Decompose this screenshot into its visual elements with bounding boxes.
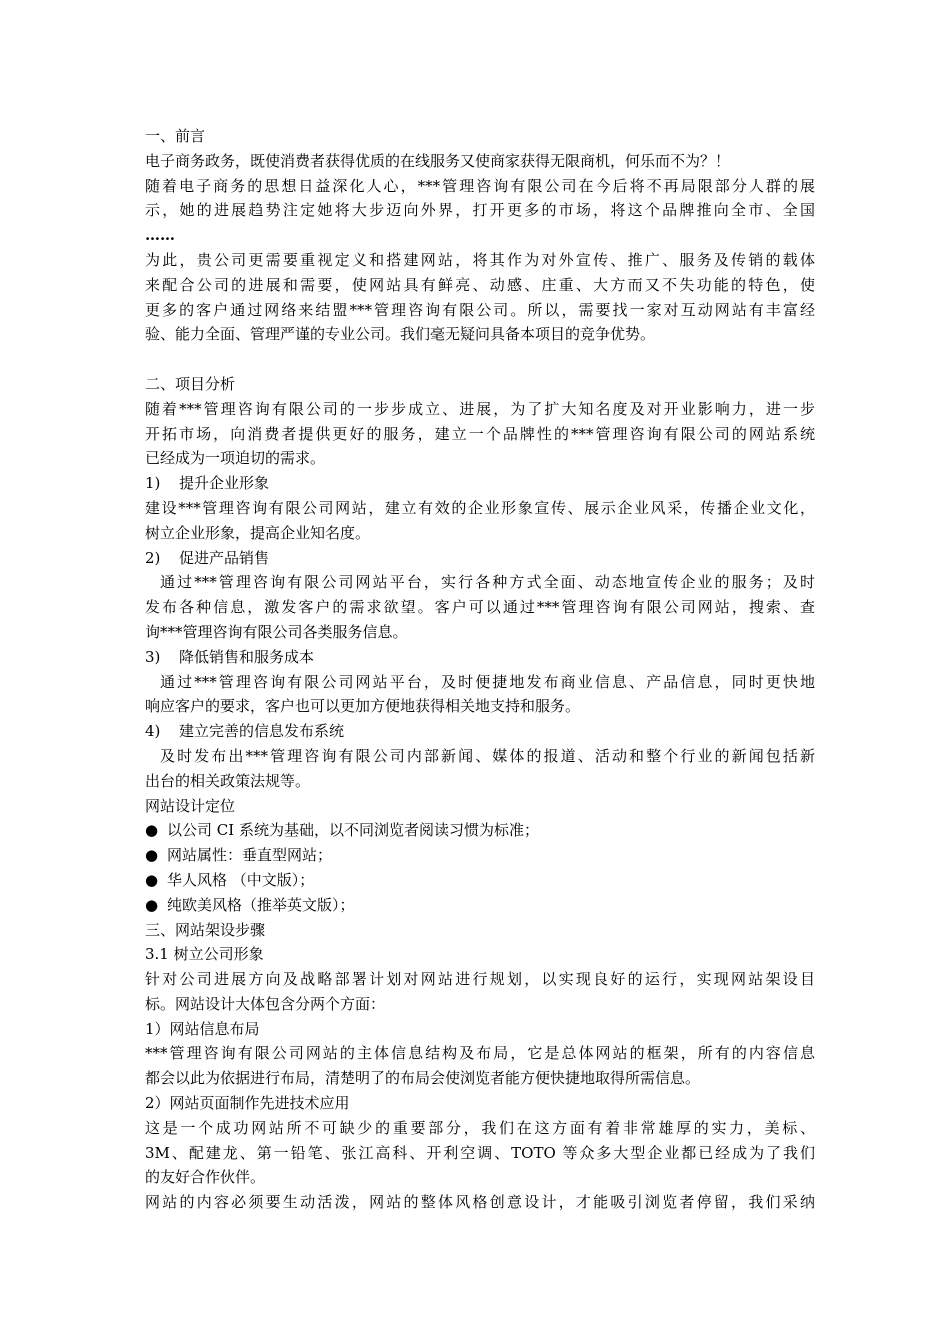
point-heading: 2）网站页面制作先进技术应用 [145,1094,350,1113]
bullet-item [145,893,815,918]
paragraph-line: 响应客户的要求，客户也可以更加方便地获得相关地支持和服务。 [145,697,581,716]
paragraph-line: 的友好合作伙伴。 [145,1168,266,1187]
section-heading-analysis: 二、项目分析 [145,374,236,393]
paragraph-line: 标。网站设计大体包含分两个方面： [145,994,386,1013]
paragraph-line: 及时发布出***管理咨询有限公司内部新闻、媒体的报道、活动和整个行业的新闻包括新 [160,746,815,765]
paragraph-line: 询***管理咨询有限公司各类服务信息。 [145,622,408,641]
numbered-item-heading [145,719,815,744]
paragraph-line: ***管理咨询有限公司网站的主体信息结构及布局，它是总体网站的框架，所有的内容信息 [145,1044,815,1063]
numbered-item-heading [145,645,815,670]
item-number: 2) [145,548,161,567]
bullet-icon: ● [145,846,159,865]
paragraph-line: 树立企业形象，提高企业知名度。 [145,523,371,542]
bullet-item [145,868,815,893]
item-number: 1) [145,474,161,493]
paragraph-line: 网站的内容必须要生动活泼，网站的整体风格创意设计，才能吸引浏览者停留，我们采纳 [145,1193,815,1212]
paragraph-line: 随着电子商务的思想日益深化人心，***管理咨询有限公司在今后将不再局限部分人群的展 [145,176,815,195]
numbered-item-heading [145,471,815,496]
bullet-text: 以公司 CI 系统为基础，以不同浏览者阅读习惯为标准； [167,821,539,840]
numbered-item-heading [145,546,815,571]
bullet-text: 华人风格 （中文版）； [167,870,315,889]
paragraph-line: 建设***管理咨询有限公司网站，建立有效的企业形象宣传、展示企业风采，传播企业文化， [145,498,815,517]
subsection-heading: 3.1 树立公司形象 [145,945,264,964]
paragraph-line: 电子商务政务，既使消费者获得优质的在线服务又使商家获得无限商机，何乐而不为？！ [145,151,731,170]
bullet-item [145,843,815,868]
item-number: 3) [145,647,161,666]
bullet-icon: ● [145,895,159,914]
paragraph-line: 通过***管理咨询有限公司网站平台，及时便捷地发布商业信息、产品信息，同时更快地 [160,672,815,691]
paragraph-line: 已经成为一项迫切的需求。 [145,449,326,468]
document-page [145,124,815,1215]
subheading-positioning: 网站设计定位 [145,796,236,815]
blank-line [145,347,815,372]
paragraph-line: …… [145,226,175,245]
paragraph-line: 随着***管理咨询有限公司的一步步成立、进展，为了扩大知名度及对开业影响力，进一步 [145,399,815,418]
item-title: 建立完善的信息发布系统 [179,722,345,741]
bullet-text: 纯欧美风格（推举英文版）； [167,895,355,914]
paragraph-line: 针对公司进展方向及战略部署计划对网站进行规划，以实现良好的运行，实现网站架设目 [145,970,815,989]
paragraph-line: 开拓市场，向消费者提供更好的服务，建立一个品牌性的***管理咨询有限公司的网站系统 [145,424,815,443]
paragraph-line: 都会以此为依据进行布局，清楚明了的布局会使浏览者能方便快捷地取得所需信息。 [145,1069,701,1088]
paragraph-line: 示，她的进展趋势注定她将大步迈向外界，打开更多的市场，将这个品牌推向全市、全国 [145,201,815,220]
item-title: 提升企业形象 [179,474,270,493]
paragraph-line: 更多的客户通过网络来结盟***管理咨询有限公司。所以，需要找一家对互动网站有丰富经 [145,300,815,319]
paragraph-line: 3M、配建龙、第一铅笔、张江高科、开利空调、TOTO 等众多大型企业都已经成为了我们 [145,1143,815,1162]
paragraph-line: 出台的相关政策法规等。 [145,771,311,790]
item-title: 促进产品销售 [179,548,270,567]
bullet-icon: ● [145,821,159,840]
paragraph-line: 验、能力全面、管理严谨的专业公司。我们毫无疑问具备本项目的竞争优势。 [145,325,656,344]
section-heading-steps: 三、网站架设步骤 [145,920,266,939]
paragraph-line: 这是一个成功网站所不可缺少的重要部分，我们在这方面有着非常雄厚的实力，美标、 [145,1118,815,1137]
item-title: 降低销售和服务成本 [179,647,315,666]
paragraph-line: 为此，贵公司更需要重视定义和搭建网站，将其作为对外宣传、推广、服务及传销的载体 [145,250,815,269]
point-heading: 1）网站信息布局 [145,1019,260,1038]
bullet-text: 网站属性：垂直型网站； [167,846,333,865]
paragraph-line: 通过***管理咨询有限公司网站平台，实行各种方式全面、动态地宣传企业的服务；及时 [160,573,815,592]
section-heading-preface: 一、前言 [145,127,206,145]
item-number: 4) [145,722,161,741]
paragraph-line: 发布各种信息，激发客户的需求欲望。客户可以通过***管理咨询有限公司网站，搜索、查 [145,598,815,617]
bullet-icon: ● [145,870,159,889]
bullet-item [145,818,815,843]
paragraph-line: 来配合公司的进展和需要，使网站具有鲜亮、动感、庄重、大方而又不失功能的特色，使 [145,275,815,294]
